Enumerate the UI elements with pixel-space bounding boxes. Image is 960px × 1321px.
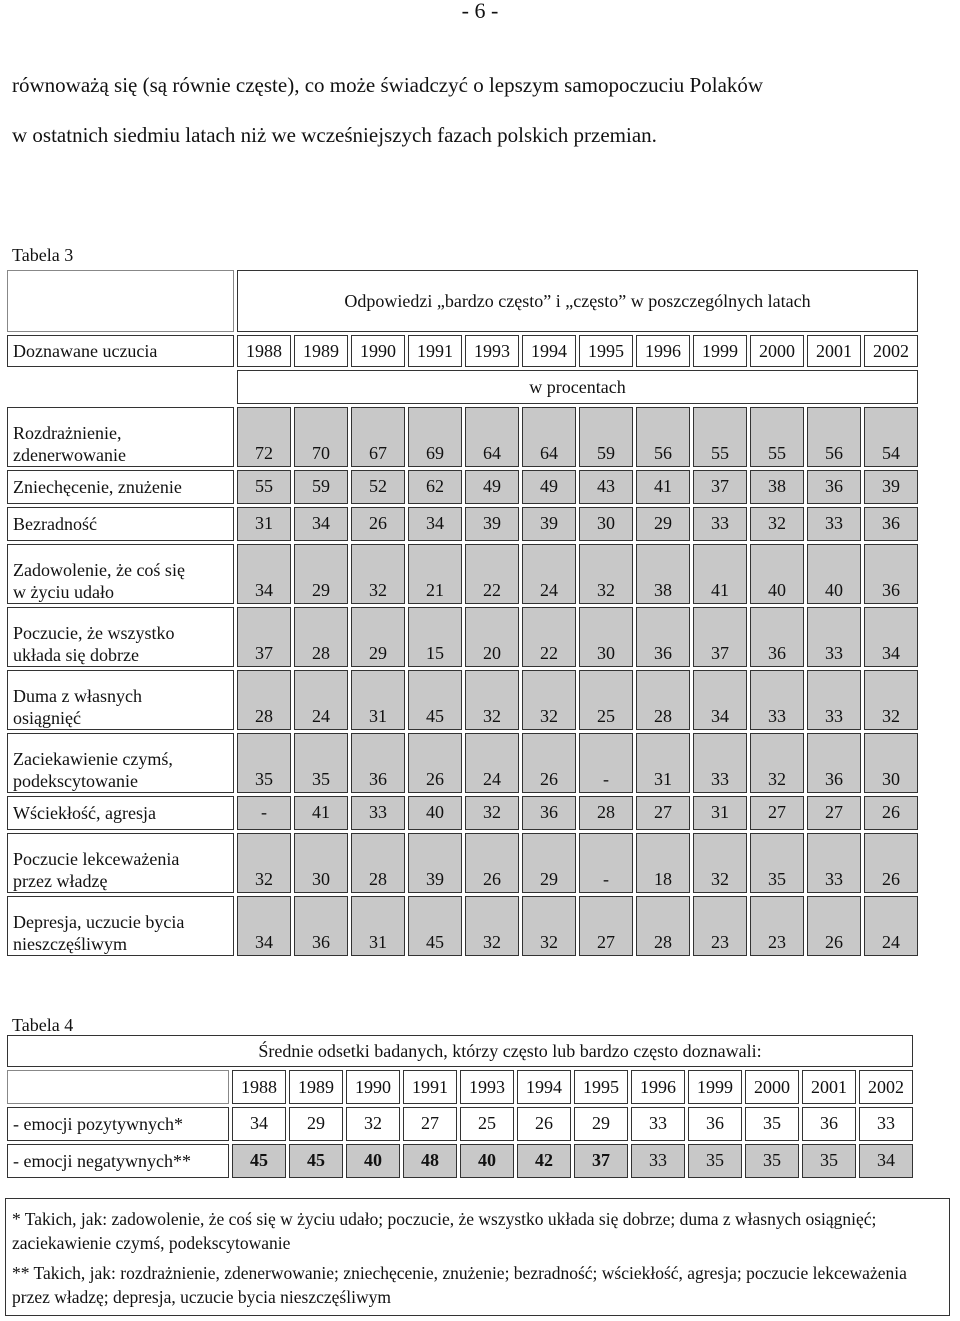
table3-value-cell: 41 (636, 470, 690, 504)
table3-value-cell: 39 (408, 833, 462, 893)
table3-row-label-line: Poczucie lekceważenia (13, 849, 180, 869)
table3-year-header: 1989 (294, 335, 348, 367)
table3-row-label-line: Depresja, uczucie bycia (13, 912, 185, 932)
table3-value-cell: 29 (351, 607, 405, 667)
table4-value-cell: 33 (631, 1144, 685, 1178)
table4-value-cell: 34 (859, 1144, 913, 1178)
table3-value-cell: 29 (636, 507, 690, 541)
table4-year-header: 2001 (802, 1070, 856, 1104)
table4-value-cell: 35 (802, 1144, 856, 1178)
intro-line: w ostatnich siedmiu latach niż we wcześniejszych fazach polskich przemian. (12, 123, 657, 147)
table3-value-cell: 33 (750, 670, 804, 730)
table3-value-cell: 70 (294, 407, 348, 467)
table3-value-cell: 28 (237, 670, 291, 730)
table3-value-cell: 32 (465, 796, 519, 830)
table4-value-cell: 42 (517, 1144, 571, 1178)
table3-value-cell: 33 (807, 670, 861, 730)
table3-value-cell: 49 (465, 470, 519, 504)
table4 (4, 1032, 916, 1181)
table3-value-cell: 33 (807, 507, 861, 541)
table3-row (7, 544, 918, 604)
table3-value-cell: 52 (351, 470, 405, 504)
footnotes-box (5, 1198, 950, 1316)
table3-year-header: 1999 (693, 335, 747, 367)
table3-value-cell: 55 (237, 470, 291, 504)
table3-row-label-line: Zaciekawienie czymś, (13, 749, 173, 769)
table3-year-header: 1990 (351, 335, 405, 367)
table4-value-cell: 32 (346, 1107, 400, 1141)
table3-value-cell: 33 (807, 607, 861, 667)
table3-row (7, 896, 918, 956)
table3-value-cell: 32 (579, 544, 633, 604)
footnote-positive: * Takich, jak: zadowolenie, że coś się w życiu udało; poczucie, że wszystko układa się dobrze; duma z własnych osiągnięć; zaciekawienie czymś, podekscytowanie (12, 1209, 877, 1253)
table3-value-cell: 20 (465, 607, 519, 667)
table3 (4, 267, 921, 959)
table4-value-cell: 29 (574, 1107, 628, 1141)
table3-row-label-line: nieszczęśliwym (13, 934, 127, 954)
table3-row (7, 733, 918, 793)
table3-value-cell: 45 (408, 896, 462, 956)
table3-unit-corner (7, 370, 234, 404)
table3-value-cell: 24 (465, 733, 519, 793)
table3-value-cell: 34 (237, 544, 291, 604)
table3-value-cell: 32 (750, 733, 804, 793)
table3-value-cell: 21 (408, 544, 462, 604)
table3-value-cell: 29 (522, 833, 576, 893)
table3-value-cell: 27 (579, 896, 633, 956)
table3-row-label (7, 607, 234, 667)
table3-value-cell: 39 (522, 507, 576, 541)
table4-year-header: 1993 (460, 1070, 514, 1104)
table3-row-label-line: Zadowolenie, że coś się (13, 560, 185, 580)
table3-value-cell: 26 (408, 733, 462, 793)
table4-year-header: 1991 (403, 1070, 457, 1104)
table4-value-cell: 48 (403, 1144, 457, 1178)
table3-value-cell: 23 (693, 896, 747, 956)
table3-value-cell: - (237, 796, 291, 830)
intro-paragraph (12, 60, 952, 160)
table3-value-cell: 32 (864, 670, 918, 730)
table3-unit-row (7, 370, 918, 404)
table4-value-cell: 33 (859, 1107, 913, 1141)
table3-value-cell: 33 (693, 733, 747, 793)
table3-value-cell: 26 (465, 833, 519, 893)
table3-value-cell: 36 (807, 470, 861, 504)
table4-year-header: 1994 (517, 1070, 571, 1104)
table3-year-header: 2002 (864, 335, 918, 367)
table3-row-label-line: Poczucie, że wszystko (13, 623, 175, 643)
table4-value-cell: 34 (232, 1107, 286, 1141)
table3-value-cell: 36 (864, 507, 918, 541)
table3-value-cell: 55 (693, 407, 747, 467)
table3-value-cell: 34 (408, 507, 462, 541)
table3-value-cell: 32 (693, 833, 747, 893)
table4-value-cell: 25 (460, 1107, 514, 1141)
table3-row-label-line: układa się dobrze (13, 645, 139, 665)
table3-row-label (7, 470, 234, 504)
table3-value-cell: 18 (636, 833, 690, 893)
table3-row (7, 507, 918, 541)
table3-value-cell: 56 (807, 407, 861, 467)
table3-row-label-line: podekscytowanie (13, 771, 138, 791)
table3-value-cell: 26 (864, 796, 918, 830)
table3-value-cell: 40 (807, 544, 861, 604)
table3-value-cell: 24 (522, 544, 576, 604)
table3-value-cell: - (579, 833, 633, 893)
table3-value-cell: 64 (465, 407, 519, 467)
table3-value-cell: 40 (750, 544, 804, 604)
table3-row-header: Doznawane uczucia (7, 335, 234, 367)
table3-value-cell: 32 (750, 507, 804, 541)
table3-row-label (7, 833, 234, 893)
table3-value-cell: 28 (579, 796, 633, 830)
table3-year-header: 2000 (750, 335, 804, 367)
table4-year-header: 2000 (745, 1070, 799, 1104)
table3-value-cell: 56 (636, 407, 690, 467)
table3-value-cell: 64 (522, 407, 576, 467)
table3-year-header: 1995 (579, 335, 633, 367)
table3-value-cell: 37 (693, 607, 747, 667)
table3-value-cell: 36 (351, 733, 405, 793)
table3-value-cell: 31 (636, 733, 690, 793)
table3-row (7, 670, 918, 730)
table4-value-cell: 40 (460, 1144, 514, 1178)
table4-year-header: 2002 (859, 1070, 913, 1104)
table3-row-label (7, 544, 234, 604)
table4-row-label: - emocji negatywnych** (7, 1144, 229, 1178)
table4-row-label: - emocji pozytywnych* (7, 1107, 229, 1141)
table3-row (7, 470, 918, 504)
table3-year-header: 2001 (807, 335, 861, 367)
table3-value-cell: 36 (636, 607, 690, 667)
table3-value-cell: 36 (294, 896, 348, 956)
table3-value-cell: 34 (237, 896, 291, 956)
table3-value-cell: 28 (294, 607, 348, 667)
table4-value-cell: 35 (745, 1144, 799, 1178)
table4-value-cell: 27 (403, 1107, 457, 1141)
table4-year-header: 1995 (574, 1070, 628, 1104)
table3-value-cell: 38 (750, 470, 804, 504)
table3-year-header: 1988 (237, 335, 291, 367)
table3-value-cell: 33 (351, 796, 405, 830)
table3-value-cell: 62 (408, 470, 462, 504)
table3-value-cell: 32 (351, 544, 405, 604)
table4-value-cell: 37 (574, 1144, 628, 1178)
table3-corner-cell (7, 270, 234, 332)
table4-row (7, 1107, 913, 1141)
table3-value-cell: 33 (693, 507, 747, 541)
table4-value-cell: 26 (517, 1107, 571, 1141)
table3-row-label-line: przez władzę (13, 871, 108, 891)
table3-value-cell: 31 (693, 796, 747, 830)
footnote-negative: ** Takich, jak: rozdrażnienie, zdenerwowanie; zniechęcenie, znużenie; bezradność; wściekłość, agresja; poczucie lekceważenia przez władzę; depresja, uczucie bycia nieszczęśliwym (12, 1263, 907, 1307)
table3-value-cell: 30 (864, 733, 918, 793)
table3-row-label (7, 670, 234, 730)
table3-value-cell: 35 (750, 833, 804, 893)
table4-value-cell: 33 (631, 1107, 685, 1141)
table3-value-cell: 33 (807, 833, 861, 893)
table3-value-cell: 26 (351, 507, 405, 541)
table3-years-row (7, 335, 918, 367)
table3-row-label-line: w życiu udało (13, 582, 114, 602)
table3-value-cell: 36 (750, 607, 804, 667)
table3-value-cell: 31 (351, 896, 405, 956)
table3-unit: w procentach (237, 370, 918, 404)
table3-value-cell: 32 (522, 896, 576, 956)
table4-value-cell: 40 (346, 1144, 400, 1178)
table4-superheader-row (7, 1035, 913, 1067)
table3-value-cell: 49 (522, 470, 576, 504)
table3-value-cell: 36 (864, 544, 918, 604)
table4-value-cell: 29 (289, 1107, 343, 1141)
table3-value-cell: 27 (807, 796, 861, 830)
table3-row-label (7, 733, 234, 793)
table3-row-label-line: osiągnięć (13, 708, 81, 728)
table3-value-cell: 72 (237, 407, 291, 467)
table3-value-cell: 28 (636, 670, 690, 730)
table3-value-cell: - (579, 733, 633, 793)
table3-value-cell: 35 (237, 733, 291, 793)
table3-value-cell: 34 (864, 607, 918, 667)
table3-value-cell: 22 (465, 544, 519, 604)
table3-value-cell: 38 (636, 544, 690, 604)
table3-value-cell: 39 (465, 507, 519, 541)
table3-value-cell: 69 (408, 407, 462, 467)
table3-label: Tabela 3 (12, 245, 74, 265)
table3-value-cell: 30 (579, 607, 633, 667)
table3-value-cell: 29 (294, 544, 348, 604)
table3-year-header: 1991 (408, 335, 462, 367)
table3-value-cell: 55 (750, 407, 804, 467)
table4-years-row (7, 1070, 913, 1104)
table3-value-cell: 36 (522, 796, 576, 830)
table3-value-cell: 37 (237, 607, 291, 667)
table3-value-cell: 30 (579, 507, 633, 541)
table4-year-header: 1988 (232, 1070, 286, 1104)
table4-value-cell: 35 (745, 1107, 799, 1141)
table3-row-label (7, 407, 234, 467)
table3-row-label-line: Rozdrażnienie, (13, 423, 122, 443)
table3-value-cell: 32 (237, 833, 291, 893)
table3-value-cell: 37 (693, 470, 747, 504)
table4-year-header: 1989 (289, 1070, 343, 1104)
table3-value-cell: 59 (579, 407, 633, 467)
table4-year-header: 1996 (631, 1070, 685, 1104)
table3-value-cell: 27 (636, 796, 690, 830)
table3-row-label (7, 796, 234, 830)
table3-value-cell: 67 (351, 407, 405, 467)
table3-row-label-line: Duma z własnych (13, 686, 142, 706)
table3-value-cell: 30 (294, 833, 348, 893)
table3-value-cell: 45 (408, 670, 462, 730)
table3-value-cell: 32 (465, 896, 519, 956)
table3-value-cell: 39 (864, 470, 918, 504)
table3-value-cell: 24 (864, 896, 918, 956)
table3-value-cell: 26 (807, 896, 861, 956)
table3-value-cell: 41 (693, 544, 747, 604)
table3-value-cell: 34 (294, 507, 348, 541)
table3-row (7, 833, 918, 893)
table3-value-cell: 27 (750, 796, 804, 830)
table3-value-cell: 32 (465, 670, 519, 730)
table3-value-cell: 26 (864, 833, 918, 893)
table3-row (7, 607, 918, 667)
table3-value-cell: 31 (237, 507, 291, 541)
table3-value-cell: 54 (864, 407, 918, 467)
table3-value-cell: 15 (408, 607, 462, 667)
table3-value-cell: 34 (693, 670, 747, 730)
table3-value-cell: 24 (294, 670, 348, 730)
table3-row (7, 407, 918, 467)
table3-value-cell: 40 (408, 796, 462, 830)
table3-row-label-line: zdenerwowanie (13, 445, 126, 465)
table3-value-cell: 41 (294, 796, 348, 830)
table3-year-header: 1996 (636, 335, 690, 367)
table4-corner-cell (7, 1070, 229, 1104)
table3-row-label-line: Bezradność (13, 514, 97, 534)
table3-value-cell: 43 (579, 470, 633, 504)
table3-value-cell: 25 (579, 670, 633, 730)
table3-value-cell: 36 (807, 733, 861, 793)
table4-super-header: Średnie odsetki badanych, którzy często lub bardzo często doznawali: (7, 1035, 913, 1067)
table3-value-cell: 23 (750, 896, 804, 956)
page-number: - 6 - (461, 0, 499, 23)
table3-superheader-row (7, 270, 918, 332)
table3-year-header: 1993 (465, 335, 519, 367)
table4-value-cell: 45 (232, 1144, 286, 1178)
table3-value-cell: 35 (294, 733, 348, 793)
table4-year-header: 1999 (688, 1070, 742, 1104)
table4-value-cell: 36 (688, 1107, 742, 1141)
table3-row-label (7, 896, 234, 956)
table3-super-header: Odpowiedzi „bardzo często” i „często” w poszczególnych latach (237, 270, 918, 332)
table3-row-label (7, 507, 234, 541)
table3-row-label-line: Zniechęcenie, znużenie (13, 477, 182, 497)
intro-line: równoważą się (są równie częste), co może świadczyć o lepszym samopoczuciu Polaków (12, 73, 764, 97)
table3-row-label-line: Wściekłość, agresja (13, 803, 156, 823)
table3-value-cell: 59 (294, 470, 348, 504)
table3-value-cell: 28 (636, 896, 690, 956)
table4-label: Tabela 4 (12, 1015, 74, 1035)
table3-value-cell: 28 (351, 833, 405, 893)
table3-row (7, 796, 918, 830)
table4-row (7, 1144, 913, 1178)
table4-value-cell: 45 (289, 1144, 343, 1178)
table3-year-header: 1994 (522, 335, 576, 367)
table3-value-cell: 26 (522, 733, 576, 793)
table3-value-cell: 22 (522, 607, 576, 667)
table3-value-cell: 31 (351, 670, 405, 730)
table4-value-cell: 35 (688, 1144, 742, 1178)
table3-value-cell: 32 (522, 670, 576, 730)
table4-value-cell: 36 (802, 1107, 856, 1141)
table4-year-header: 1990 (346, 1070, 400, 1104)
